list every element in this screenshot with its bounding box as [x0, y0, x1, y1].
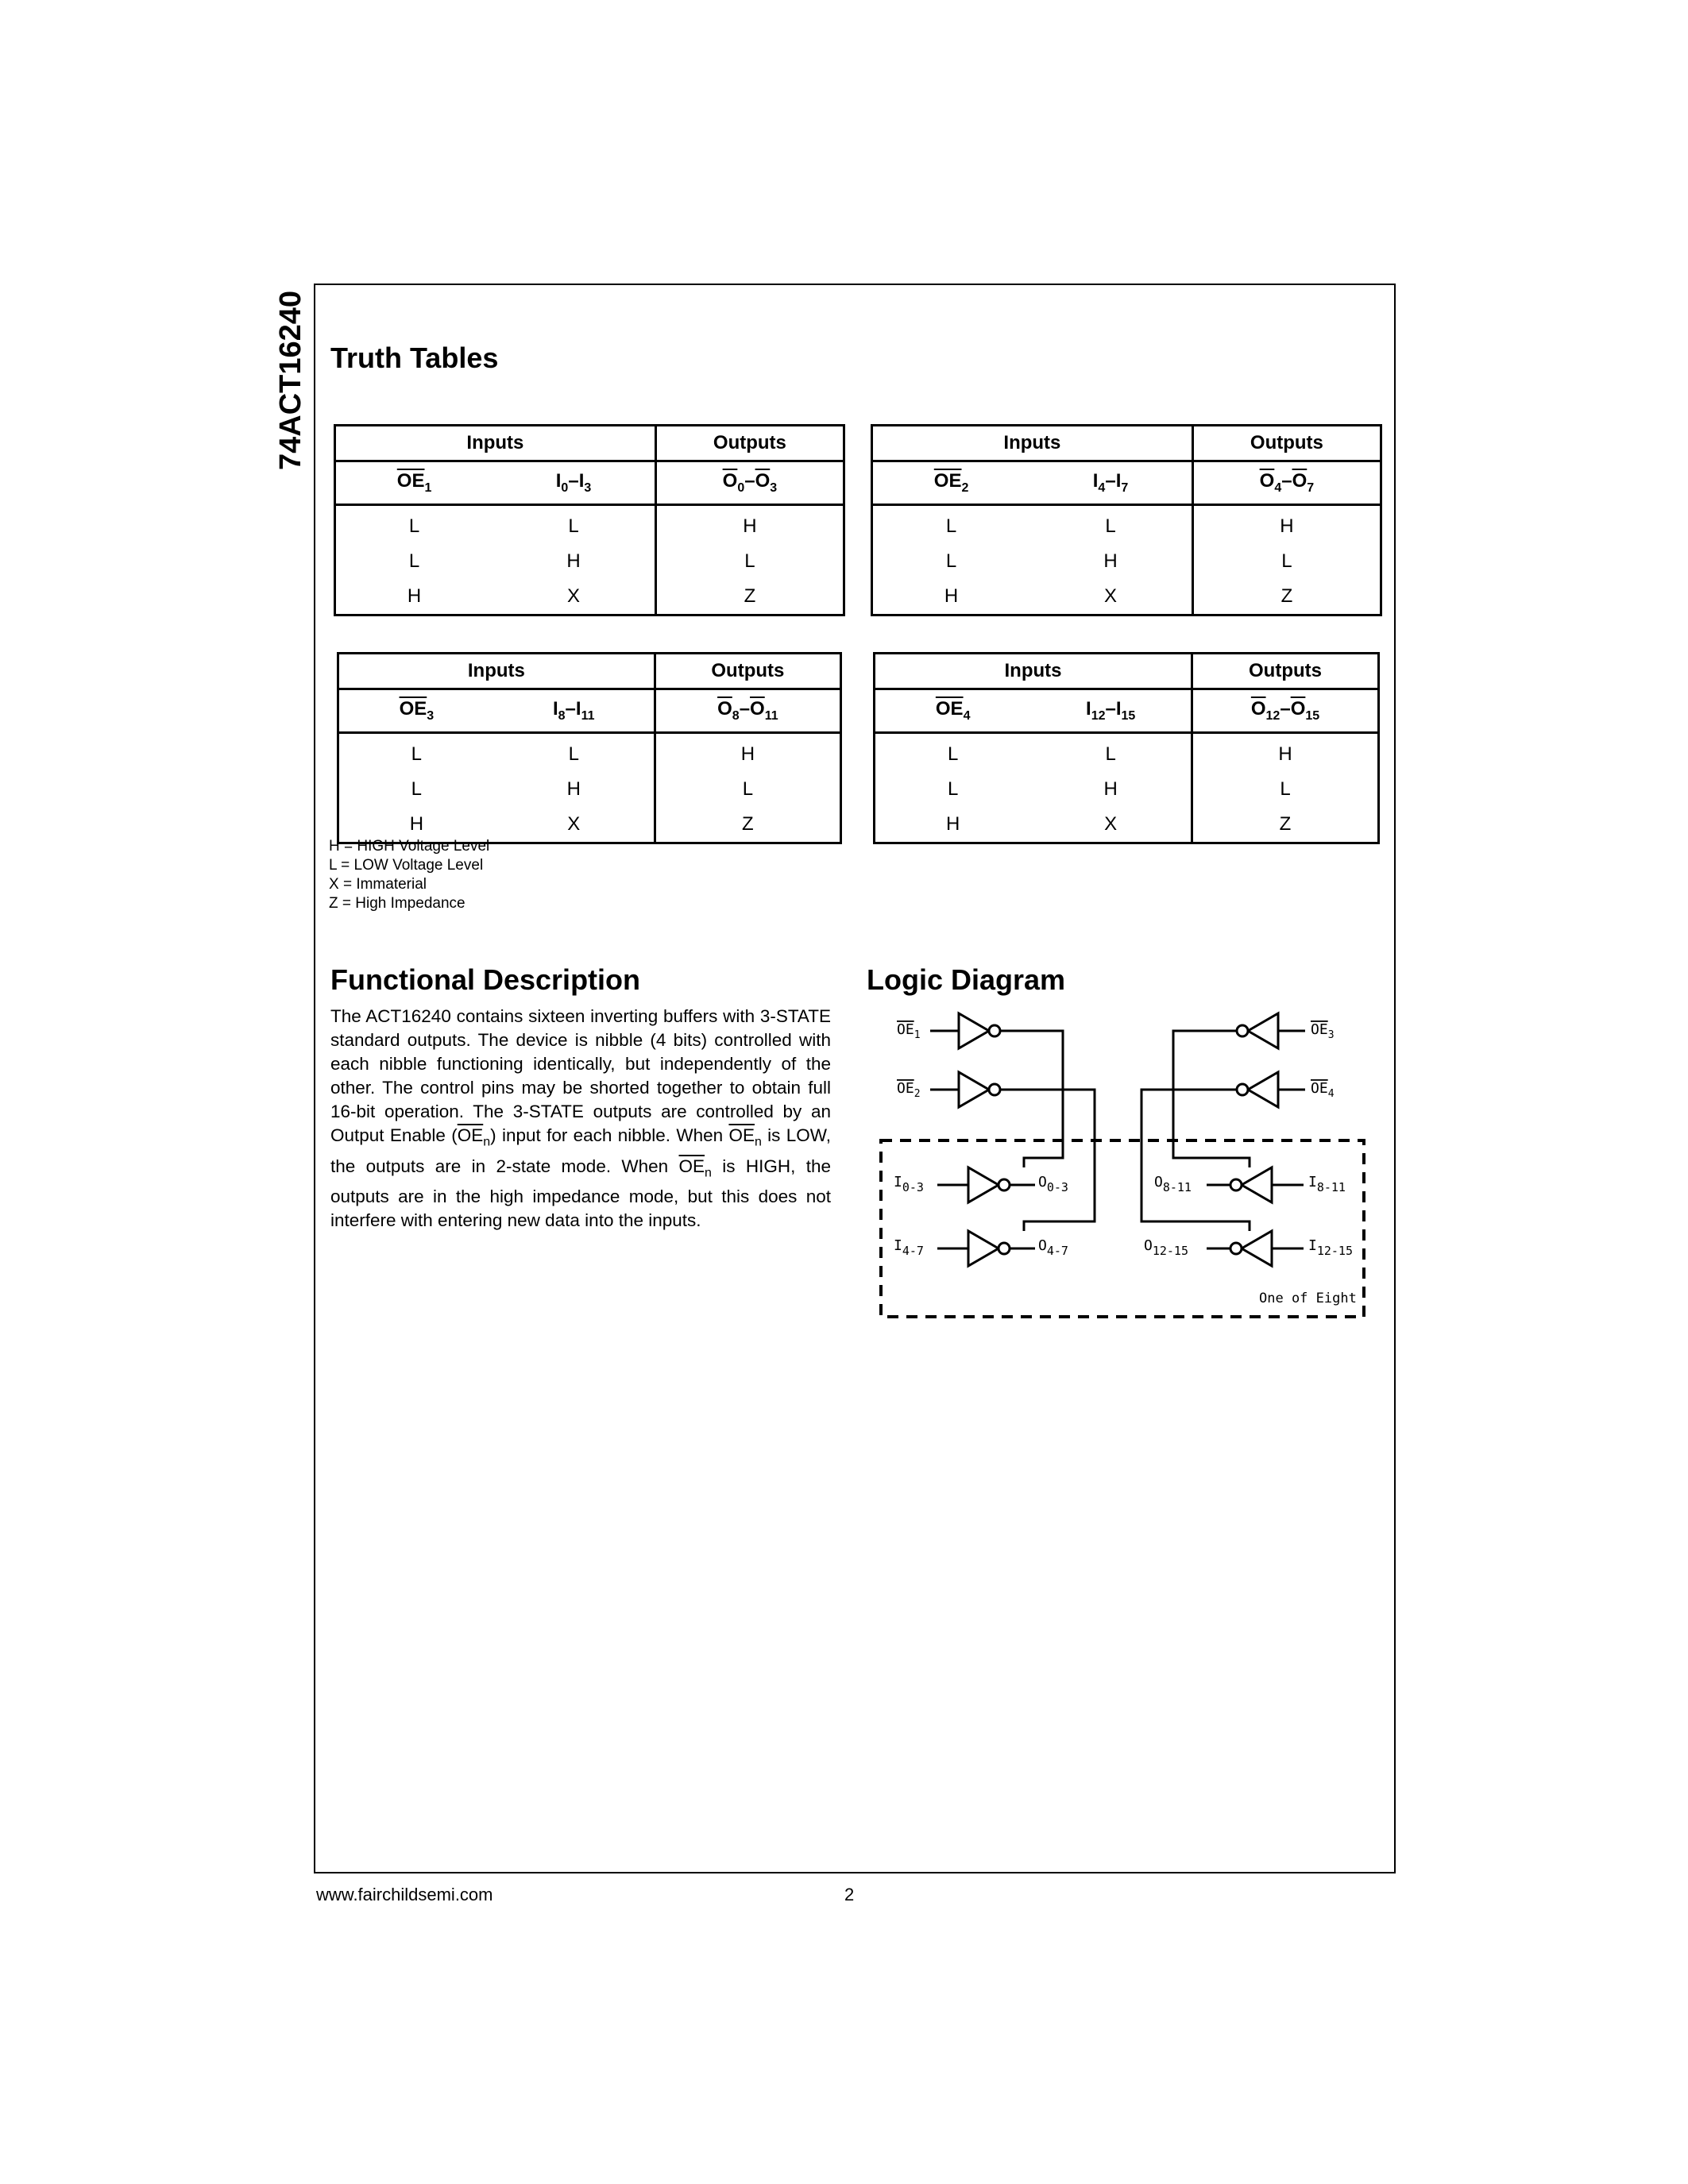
output-column-header: $\overline{O}_4-\overline{O}_7$: [1192, 461, 1381, 505]
table-cell: X: [1104, 813, 1118, 835]
oe-column-header: $\overline{OE}_2$: [872, 461, 1030, 505]
table-cell: L: [1192, 772, 1379, 807]
legend-item: L = LOW Voltage Level: [329, 857, 484, 874]
functional-description-heading: Functional Description: [330, 963, 641, 996]
table-cell: L: [1105, 743, 1116, 765]
table-row: [872, 544, 1381, 579]
oe2-label: $OE_2$: [897, 1080, 921, 1100]
table-cell: H: [655, 733, 840, 773]
oe-column-header: $\overline{OE}_1$: [335, 461, 493, 505]
output-column-header: $\overline{O}_8-\overline{O}_{11}$: [655, 689, 840, 733]
table-cell: L: [411, 778, 423, 800]
buffer-icon: [968, 1231, 999, 1266]
func-text-part-4: is HIGH, the outputs are in the high impedance mode, but this does not interfere with entering new data into the inputs.: [330, 1156, 831, 1230]
table-cell: H: [1192, 505, 1381, 545]
input-column-header: $I_4-I_7$: [1029, 461, 1192, 505]
table-row: [338, 733, 841, 773]
input-column-header: $I_0-I_3$: [492, 461, 655, 505]
outputs-header: Outputs: [1192, 654, 1379, 689]
inverter-bubble-icon: [999, 1243, 1010, 1254]
inputs-header: Inputs: [335, 426, 656, 461]
o47-label: $O_{4-7}$: [1038, 1237, 1068, 1258]
table-cell: L: [411, 743, 423, 765]
logic-diagram: [870, 1001, 1378, 1326]
truth-table-1: [334, 424, 845, 616]
func-text-part-2: ) input for each nibble. When: [490, 1125, 729, 1145]
table-row: [872, 579, 1381, 615]
func-text-part-1: The ACT16240 contains sixteen inverting buffers with 3-STATE standard outputs. The device is nibble (4 bits) controlled with each nibble functioning identically, but independently of the other. The control pins may be shorted together to obtain full 16-bit operation. The 3-STATE outputs are controlled by an Output Enable (: [330, 1006, 831, 1145]
table-row: [872, 505, 1381, 545]
oe-label: $\overline{OE}$: [457, 1125, 484, 1145]
table-cell: X: [1104, 585, 1118, 607]
oe1-label: $OE_1$: [897, 1021, 921, 1041]
table-row: [335, 544, 844, 579]
i811-label: $I_{8-11}$: [1308, 1174, 1346, 1194]
oe-label: $\overline{OE}$: [728, 1125, 755, 1145]
table-row: [338, 772, 841, 807]
inputs-header: Inputs: [872, 426, 1193, 461]
table-cell: Z: [1192, 807, 1379, 843]
functional-description-text: [330, 1005, 831, 1233]
inverter-bubble-icon: [1230, 1179, 1242, 1190]
buffer-icon: [1242, 1231, 1272, 1266]
legend-item: H = HIGH Voltage Level: [329, 838, 490, 855]
wire: [1000, 1031, 1063, 1167]
table-cell: H: [1103, 778, 1118, 800]
outputs-header: Outputs: [655, 654, 840, 689]
inverter-bubble-icon: [1237, 1025, 1248, 1036]
table-cell: L: [408, 515, 420, 537]
i47-label: $I_{4-7}$: [894, 1237, 924, 1258]
page-number: 2: [844, 1885, 855, 1904]
truth-table-3: [337, 652, 842, 844]
wire: [1000, 1090, 1095, 1231]
oe-sub: n: [754, 1135, 762, 1149]
oe-column-header: $\overline{OE}_4$: [875, 689, 1031, 733]
table-cell: L: [655, 544, 844, 579]
output-column-header: $\overline{O}_0-\overline{O}_3$: [655, 461, 844, 505]
output-column-header: $\overline{O}_{12}-\overline{O}_{15}$: [1192, 689, 1379, 733]
outputs-header: Outputs: [1192, 426, 1381, 461]
table-cell: L: [1105, 515, 1116, 537]
oe-sub: n: [705, 1166, 712, 1179]
o03-label: $O_{0-3}$: [1038, 1174, 1068, 1194]
input-column-header: $I_8-I_{11}$: [494, 689, 655, 733]
table-cell: X: [567, 585, 581, 607]
oe-column-header: $\overline{OE}_3$: [338, 689, 494, 733]
table-cell: L: [947, 743, 959, 765]
input-column-header: $I_{12}-I_{15}$: [1030, 689, 1192, 733]
table-row: [875, 772, 1379, 807]
truth-table-4: [873, 652, 1380, 844]
o811-label: $O_{8-11}$: [1154, 1174, 1192, 1194]
table-row: [335, 505, 844, 545]
table-cell: H: [944, 585, 959, 607]
inverter-bubble-icon: [989, 1025, 1000, 1036]
legend-item: Z = High Impedance: [329, 895, 465, 912]
table-cell: L: [945, 515, 957, 537]
table-cell: L: [408, 550, 420, 572]
table-cell: X: [567, 813, 581, 835]
table-cell: Z: [1192, 579, 1381, 615]
legend-item: X = Immaterial: [329, 876, 427, 893]
buffer-icon: [1242, 1167, 1272, 1202]
table-cell: L: [568, 743, 579, 765]
table-cell: H: [409, 813, 424, 835]
i1215-label: $I_{12-15}$: [1308, 1237, 1353, 1258]
table-cell: L: [655, 772, 840, 807]
table-cell: Z: [655, 579, 844, 615]
oe-label: $\overline{OE}$: [678, 1156, 705, 1176]
inverter-bubble-icon: [989, 1084, 1000, 1095]
table-cell: L: [947, 778, 959, 800]
buffer-icon: [959, 1013, 989, 1048]
table-cell: Z: [655, 807, 840, 843]
table-cell: L: [945, 550, 957, 572]
table-cell: H: [566, 778, 581, 800]
buffer-icon: [1248, 1072, 1278, 1107]
inverter-bubble-icon: [999, 1179, 1010, 1190]
table-row: [875, 733, 1379, 773]
table-cell: H: [566, 550, 581, 572]
i03-label: $I_{0-3}$: [894, 1174, 924, 1194]
table-cell: H: [946, 813, 960, 835]
table-row: [875, 807, 1379, 843]
truth-table-legend: [329, 837, 489, 913]
buffer-icon: [959, 1072, 989, 1107]
func-text-part-3: is LOW, the outputs are in 2-state mode. When: [330, 1125, 832, 1176]
table-cell: H: [1103, 550, 1118, 572]
buffer-icon: [1248, 1013, 1278, 1048]
table-cell: H: [655, 505, 844, 545]
o1215-label: $O_{12-15}$: [1144, 1237, 1188, 1258]
table-cell: H: [1192, 733, 1379, 773]
table-cell: H: [407, 585, 422, 607]
wire: [1141, 1090, 1250, 1231]
outputs-header: Outputs: [655, 426, 844, 461]
inputs-header: Inputs: [875, 654, 1192, 689]
one-of-eight-caption: One of Eight: [1259, 1291, 1357, 1306]
side-title: 74ACT16240: [274, 290, 307, 470]
table-cell: L: [1192, 544, 1381, 579]
truth-table-2: [871, 424, 1382, 616]
logic-diagram-heading: Logic Diagram: [867, 963, 1066, 996]
oe3-label: $OE_3$: [1311, 1021, 1335, 1041]
truth-tables-heading: Truth Tables: [330, 341, 499, 374]
table-cell: L: [568, 515, 579, 537]
inverter-bubble-icon: [1230, 1243, 1242, 1254]
oe-sub: n: [483, 1135, 491, 1149]
inverter-bubble-icon: [1237, 1084, 1248, 1095]
wire: [1173, 1031, 1250, 1167]
oe4-label: $OE_4$: [1311, 1080, 1335, 1100]
buffer-icon: [968, 1167, 999, 1202]
table-row: [335, 579, 844, 615]
inputs-header: Inputs: [338, 654, 655, 689]
footer-url[interactable]: www.fairchildsemi.com: [316, 1885, 493, 1904]
